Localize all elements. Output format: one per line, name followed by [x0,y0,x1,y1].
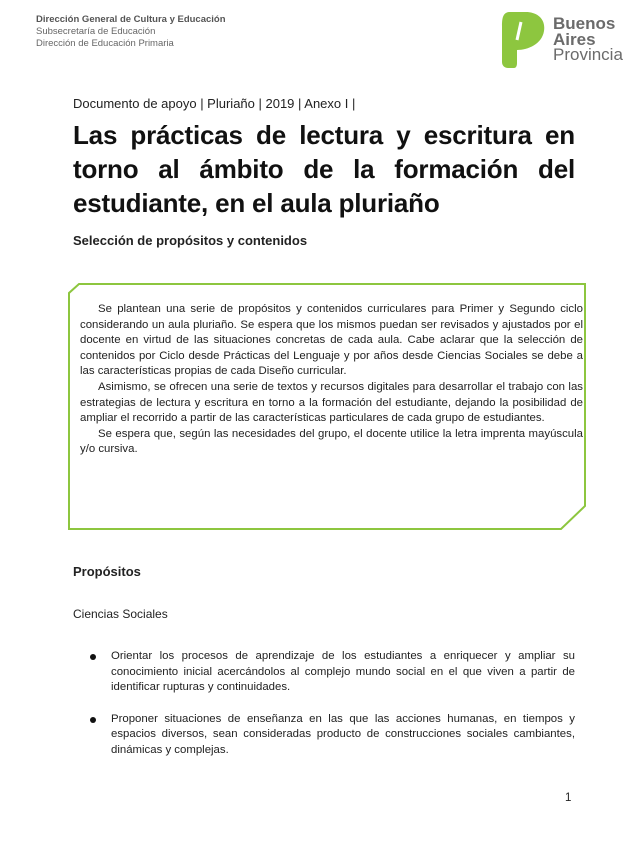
list-item-text: Orientar los procesos de aprendizaje de los estudiantes a enriquecer y ampliar su conocimiento inicial acercándolos al complejo mundo social en el que viven a partir de identificar rupturas y continuidades. [111,650,575,693]
logo-line-3: Provincia [553,45,623,64]
purposes-list [90,649,575,774]
callout-text [80,302,583,458]
bullet-icon [90,717,96,723]
org-line-1: Dirección General de Cultura y Educación [36,14,226,25]
header-org-block [36,14,226,50]
list-item-text: Proponer situaciones de enseñanza en las que las acciones humanas, en tiempos y espacios diversos, sean consideradas producto de construcciones sociales cambiantes, dinámicas y complejas. [111,712,575,756]
subheading-social-sciences: Ciencias Sociales [73,607,168,621]
callout-paragraph: Se plantean una serie de propósitos y contenidos curriculares para Primer y Segundo ciclo considerando un aula pluriaño. Se espera que los mismos puedan ser revisados y ajustados por el docente en virtud de las situaciones concretas de cada aula. Cabe aclarar que la selección de contenidos por Ciclo desde Prácticas del Lenguaje y por años desde Ciencias Sociales se debe a las características propias de cada Diseño curricular. [80,303,583,378]
document-meta: Documento de apoyo | Pluriaño | 2019 | Anexo I | [73,96,356,111]
list-item [90,712,575,759]
callout-paragraph: Se espera que, según las necesidades del grupo, el docente utilice la letra imprenta mayúscula y/o cursiva. [80,427,583,456]
logo-line-2: Aires [553,29,596,49]
page-title: Las prácticas de lectura y escritura en torno al ámbito de la formación del estudiante, en el aula pluriaño [73,120,575,218]
bullet-icon [90,654,96,660]
page-number: 1 [565,792,572,804]
org-line-3: Dirección de Educación Primaria [36,38,174,49]
list-item [90,649,575,696]
callout-paragraph: Asimismo, se ofrecen una serie de textos y recursos digitales para desarrollar el trabajo con las estrategias de lectura y escritura en torno a la formación del estudiante, dejando la posibilidad de ampliar el recorrido a partir de las características particulares de cada grupo de estudiantes. [80,380,583,425]
logo-line-1: Buenos [553,14,616,33]
section-heading-purposes: Propósitos [73,564,141,579]
logo-wordmark [553,16,623,63]
org-line-2: Subsecretaría de Educación [36,26,156,37]
page-subtitle: Selección de propósitos y contenidos [73,233,308,248]
